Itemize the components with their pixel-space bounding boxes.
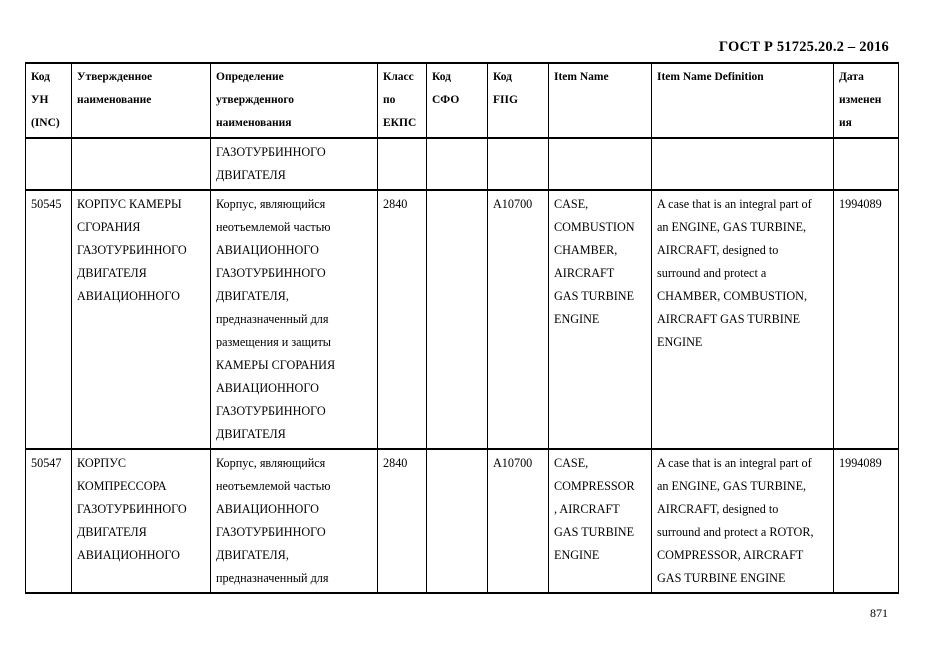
- header-row: [26, 63, 899, 138]
- text-line: КОРПУС КАМЕРЫ: [77, 197, 182, 211]
- text-line: AIRCRAFT GAS TURBINE: [657, 312, 801, 326]
- cell-inc: 50547: [26, 449, 72, 593]
- text-line: АВИАЦИОННОГО: [216, 381, 319, 395]
- text-line: предназначенный для: [216, 571, 329, 585]
- text-line: наименования: [216, 117, 292, 129]
- cell-item-name-definition: [652, 190, 834, 449]
- table-row: [26, 138, 899, 190]
- cell-sfo-code: [427, 138, 488, 190]
- text-line: surround and protect a ROTOR,: [657, 525, 814, 539]
- cell-fiig-code: A10700: [488, 190, 549, 449]
- cell-item-name-definition: [652, 449, 834, 593]
- text-line: ДВИГАТЕЛЯ: [216, 427, 286, 441]
- text-line: УН: [31, 94, 49, 106]
- text-line: размещения и защиты: [216, 335, 331, 349]
- cell-definition: [211, 138, 378, 190]
- cell-item-name-definition: [652, 138, 834, 190]
- text-line: Item Name Definition: [657, 71, 764, 83]
- text-line: AIRCRAFT, designed to: [657, 502, 779, 516]
- text-line: Код: [493, 71, 513, 83]
- text-line: предназначенный для: [216, 312, 329, 326]
- text-line: Код: [432, 71, 452, 83]
- text-line: ENGINE: [657, 335, 703, 349]
- cell-definition: [211, 449, 378, 593]
- cell-definition: [211, 190, 378, 449]
- text-line: ENGINE: [554, 548, 600, 562]
- document-title: ГОСТ Р 51725.20.2 – 2016: [718, 39, 889, 55]
- table-row: [26, 449, 899, 593]
- text-line: КОРПУС: [77, 456, 126, 470]
- cell-class: 2840: [378, 190, 427, 449]
- text-line: A case that is an integral part of: [657, 456, 812, 470]
- text-line: ДВИГАТЕЛЯ: [77, 266, 147, 280]
- text-line: an ENGINE, GAS TURBINE,: [657, 220, 807, 234]
- text-line: AIRCRAFT, designed to: [657, 243, 779, 257]
- text-line: утвержденного: [216, 94, 295, 106]
- text-line: АВИАЦИОННОГО: [216, 243, 319, 257]
- text-line: COMBUSTION: [554, 220, 635, 234]
- text-line: наименование: [77, 94, 152, 106]
- cell-approved-name: [72, 190, 211, 449]
- header-fiig-code: [488, 63, 549, 138]
- header-sfo-code: [427, 63, 488, 138]
- text-line: FIIG: [493, 94, 518, 106]
- text-line: ENGINE: [554, 312, 600, 326]
- text-line: АВИАЦИОННОГО: [216, 502, 319, 516]
- text-line: ДВИГАТЕЛЯ,: [216, 289, 289, 303]
- header-change-date: [834, 63, 899, 138]
- text-line: CASE,: [554, 456, 589, 470]
- text-line: ДВИГАТЕЛЯ,: [216, 548, 289, 562]
- text-line: по: [383, 94, 396, 106]
- cell-approved-name: [72, 138, 211, 190]
- text-line: GAS TURBINE ENGINE: [657, 571, 786, 585]
- text-line: СФО: [432, 94, 460, 106]
- text-line: Код: [31, 71, 51, 83]
- text-line: ГАЗОТУРБИННОГО: [216, 145, 326, 159]
- cell-item-name: [549, 449, 652, 593]
- text-line: Определение: [216, 71, 284, 83]
- text-line: ГАЗОТУРБИННОГО: [77, 502, 187, 516]
- cell-inc: 50545: [26, 190, 72, 449]
- text-line: ГАЗОТУРБИННОГО: [216, 404, 326, 418]
- cell-sfo-code: [427, 190, 488, 449]
- text-line: A case that is an integral part of: [657, 197, 812, 211]
- header-item-name-definition: [652, 63, 834, 138]
- text-line: изменен: [839, 94, 882, 106]
- text-line: ДВИГАТЕЛЯ: [216, 168, 286, 182]
- header-class: [378, 63, 427, 138]
- text-line: КОМПРЕССОРА: [77, 479, 167, 493]
- cell-inc: [26, 138, 72, 190]
- text-line: ДВИГАТЕЛЯ: [77, 525, 147, 539]
- cell-change-date: [834, 138, 899, 190]
- text-line: CASE,: [554, 197, 589, 211]
- cell-class: [378, 138, 427, 190]
- page-number: 871: [870, 606, 888, 620]
- cell-class: 2840: [378, 449, 427, 593]
- cell-fiig-code: [488, 138, 549, 190]
- cell-item-name: [549, 138, 652, 190]
- text-line: ГАЗОТУРБИННОГО: [77, 243, 187, 257]
- text-line: ГАЗОТУРБИННОГО: [216, 266, 326, 280]
- text-line: АВИАЦИОННОГО: [77, 289, 180, 303]
- cell-fiig-code: A10700: [488, 449, 549, 593]
- text-line: Корпус, являющийся: [216, 456, 326, 470]
- text-line: неотъемлемой частью: [216, 479, 331, 493]
- text-line: CHAMBER, COMBUSTION,: [657, 289, 807, 303]
- text-line: ГАЗОТУРБИННОГО: [216, 525, 326, 539]
- text-line: КАМЕРЫ СГОРАНИЯ: [216, 358, 336, 372]
- text-line: AIRCRAFT: [554, 266, 615, 280]
- cell-approved-name: [72, 449, 211, 593]
- cell-sfo-code: [427, 449, 488, 593]
- text-line: COMPRESSOR, AIRCRAFT: [657, 548, 804, 562]
- header-inc: [26, 63, 72, 138]
- text-line: an ENGINE, GAS TURBINE,: [657, 479, 807, 493]
- cell-item-name: [549, 190, 652, 449]
- text-line: Утвержденное: [77, 71, 153, 83]
- text-line: CHAMBER,: [554, 243, 618, 257]
- text-line: GAS TURBINE: [554, 289, 635, 303]
- text-line: СГОРАНИЯ: [77, 220, 141, 234]
- text-line: Класс: [383, 71, 414, 83]
- table-row: [26, 190, 899, 449]
- header-definition: [211, 63, 378, 138]
- header-approved-name: [72, 63, 211, 138]
- text-line: Дата: [839, 71, 864, 83]
- text-line: GAS TURBINE: [554, 525, 635, 539]
- cell-change-date: 1994089: [834, 190, 899, 449]
- header-item-name: [549, 63, 652, 138]
- text-line: неотъемлемой частью: [216, 220, 331, 234]
- text-line: , AIRCRAFT: [554, 502, 620, 516]
- text-line: АВИАЦИОННОГО: [77, 548, 180, 562]
- text-line: Item Name: [554, 71, 609, 83]
- text-line: Корпус, являющийся: [216, 197, 326, 211]
- text-line: surround and protect a: [657, 266, 767, 280]
- text-line: ия: [839, 117, 852, 129]
- text-line: COMPRESSOR: [554, 479, 635, 493]
- item-names-table: [25, 62, 899, 594]
- text-line: ЕКПС: [383, 117, 417, 129]
- text-line: (INC): [31, 117, 60, 129]
- cell-change-date: 1994089: [834, 449, 899, 593]
